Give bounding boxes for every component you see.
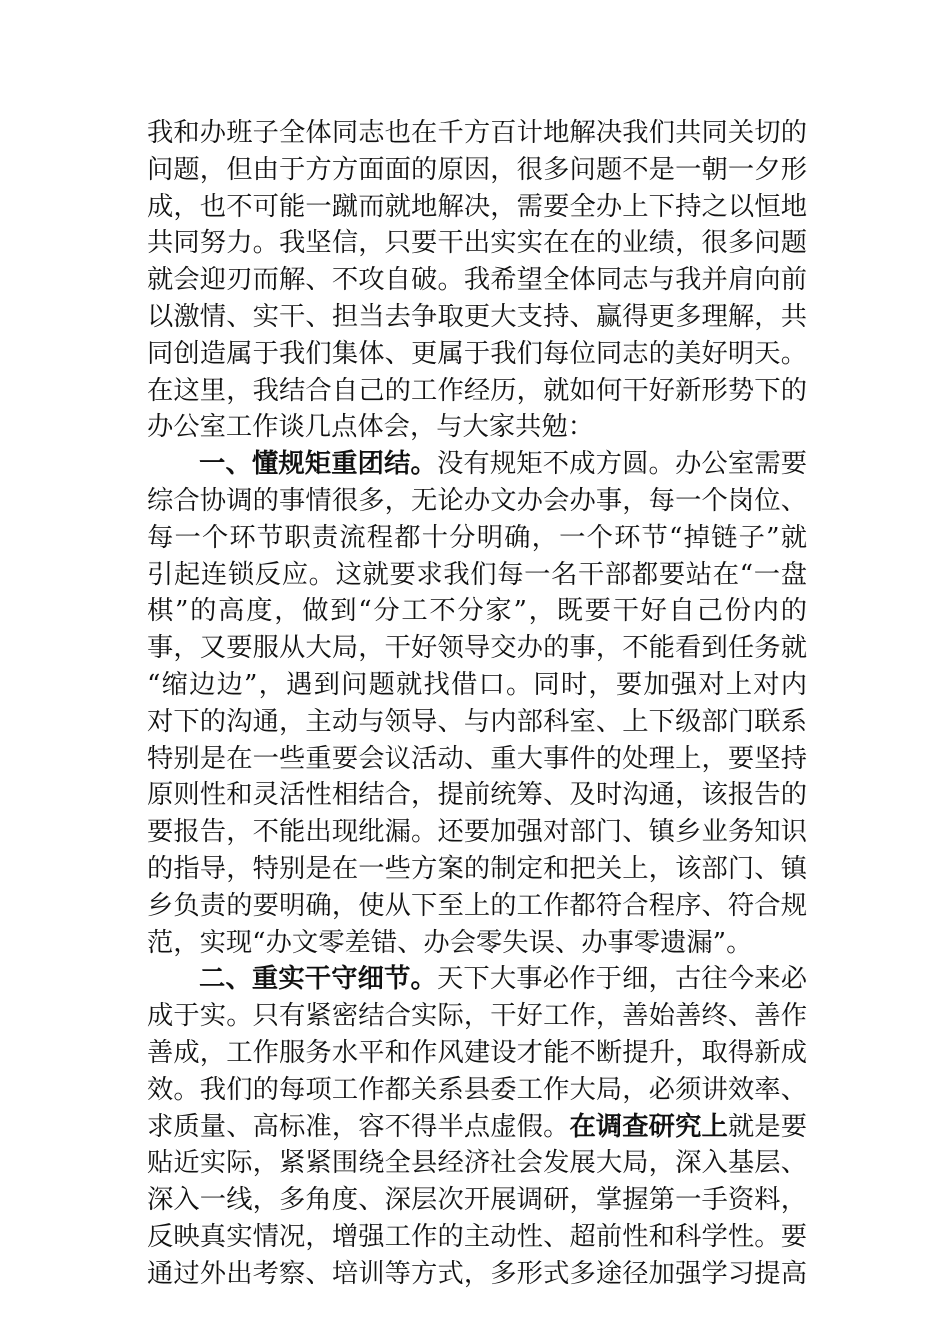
text-line: 通过外出考察、培训等方式，多形式多途径加强学习提高 bbox=[147, 1258, 807, 1289]
text-line: 成于实。只有紧密结合实际，干好工作，善始善终、善作 bbox=[147, 1001, 807, 1032]
text-line: 同创造属于我们集体、更属于我们每位同志的美好明天。 bbox=[147, 338, 807, 369]
text-line: 特别是在一些重要会议活动、重大事件的处理上，要坚持 bbox=[147, 743, 807, 774]
paragraph-3 bbox=[147, 961, 807, 1292]
text-line: 我和办班子全体同志也在千方百计地解决我们共同关切的 bbox=[147, 118, 807, 148]
text-line: 共同努力。我坚信，只要干出实实在在的业绩，很多问题 bbox=[147, 228, 807, 259]
text-segment: 没有规矩不成方圆。办公室需要 bbox=[436, 449, 807, 480]
text-line: 就会迎刃而解、不攻自破。我希望全体同志与我并肩向前 bbox=[147, 265, 807, 296]
paragraph-1 bbox=[147, 115, 807, 446]
text-line: 综合协调的事情很多，无论办文办会办事，每一个岗位、 bbox=[147, 485, 807, 516]
text-line: 深入一线，多角度、深层次开展调研，掌握第一手资料， bbox=[147, 1185, 807, 1216]
section-heading: 二、重实干守细节。 bbox=[199, 964, 437, 995]
text-line: 善成，工作服务水平和作风建设才能不断提升，取得新成 bbox=[147, 1037, 807, 1068]
text-line bbox=[147, 1109, 807, 1146]
text-line: 乡负责的要明确，使从下至上的工作都符合程序、符合规 bbox=[147, 890, 807, 921]
text-line: 每一个环节职责流程都十分明确，一个环节“掉链子”就 bbox=[147, 522, 807, 553]
text-line: 事，又要服从大局，干好领导交办的事，不能看到任务就 bbox=[147, 633, 807, 664]
paragraph-2 bbox=[147, 446, 807, 961]
text-line: 反映真实情况，增强工作的主动性、超前性和科学性。要 bbox=[147, 1221, 807, 1252]
text-line: 以激情、实干、担当去争取更大支持、赢得更多理解，共 bbox=[147, 301, 807, 332]
text-line: 要报告，不能出现纰漏。还要加强对部门、镇乡业务知识 bbox=[147, 817, 807, 848]
text-segment: 天下大事必作于细，古往今来必 bbox=[436, 964, 807, 995]
text-line: 在这里，我结合自己的工作经历，就如何干好新形势下的 bbox=[147, 375, 807, 406]
text-line: 棋”的高度，做到“分工不分家”，既要干好自己份内的 bbox=[147, 596, 807, 627]
document-page bbox=[147, 115, 807, 1293]
text-segment: 求质量、高标准，容不得半点虚假。 bbox=[147, 1111, 570, 1142]
text-line: “缩边边”，遇到问题就找借口。同时，要加强对上对内 bbox=[147, 669, 807, 700]
emphasis-text: 在调查研究上 bbox=[569, 1111, 728, 1142]
text-line: 办公室工作谈几点体会，与大家共勉： bbox=[147, 412, 595, 443]
text-line bbox=[147, 446, 807, 483]
text-line: 原则性和灵活性相结合，提前统筹、及时沟通，该报告的 bbox=[147, 780, 807, 811]
text-line: 对下的沟通，主动与领导、与内部科室、上下级部门联系 bbox=[147, 706, 807, 737]
text-line bbox=[147, 961, 807, 998]
text-line: 引起连锁反应。这就要求我们每一名干部都要站在“一盘 bbox=[147, 559, 807, 590]
text-line: 贴近实际，紧紧围绕全县经济社会发展大局，深入基层、 bbox=[147, 1148, 807, 1179]
text-segment: 就是要 bbox=[727, 1111, 807, 1142]
text-line: 效。我们的每项工作都关系县委工作大局，必须讲效率、 bbox=[147, 1074, 807, 1105]
section-heading: 一、懂规矩重团结。 bbox=[199, 449, 437, 480]
text-line: 的指导，特别是在一些方案的制定和把关上，该部门、镇 bbox=[147, 853, 807, 884]
text-line: 问题，但由于方方面面的原因，很多问题不是一朝一夕形 bbox=[147, 154, 807, 185]
text-line: 范，实现“办文零差错、办会零失误、办事零遗漏”。 bbox=[147, 927, 753, 958]
text-line: 成，也不可能一蹴而就地解决，需要全办上下持之以恒地 bbox=[147, 191, 807, 222]
